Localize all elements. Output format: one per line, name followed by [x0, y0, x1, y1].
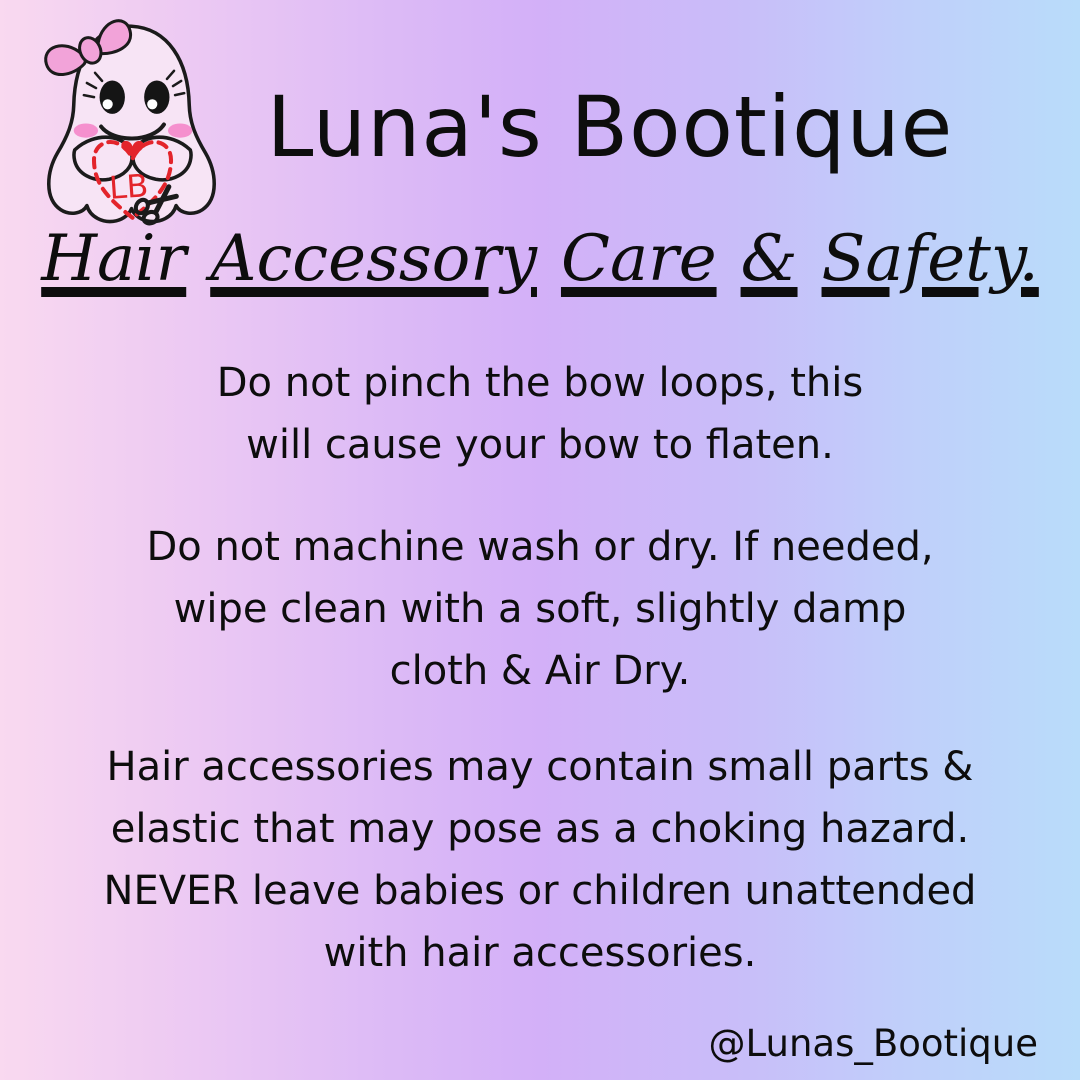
monogram-text: LB [108, 168, 150, 207]
care-heading [20, 222, 1060, 296]
ghost-right-blush [168, 124, 192, 138]
care-line: with hair accessories. [323, 930, 757, 976]
ghost-left-blush [74, 124, 98, 138]
care-line: Hair accessories may contain small parts & [106, 744, 974, 790]
care-line: NEVER leave babies or children unattended [103, 868, 977, 914]
care-line: cloth & Air Dry. [389, 648, 691, 694]
care-line: Do not machine wash or dry. If needed, [146, 524, 934, 570]
heading-word: Accessory [210, 222, 537, 296]
heading-word: Safety. [821, 222, 1039, 296]
care-paragraph-bow-loops [20, 352, 1060, 476]
care-line: Do not pinch the bow loops, this [216, 360, 864, 406]
care-paragraph-choking-hazard [20, 736, 1060, 984]
care-line: will cause your bow to flaten. [246, 422, 834, 468]
care-line: wipe clean with a soft, slightly damp [173, 586, 907, 632]
heading-word: Hair [41, 222, 187, 296]
care-line: elastic that may pose as a choking hazard. [110, 806, 970, 852]
brand-title: Luna's Bootique [266, 78, 954, 176]
heading-word: & [740, 222, 798, 296]
social-handle: @Lunas_Bootique [708, 1022, 1038, 1065]
care-paragraph-washing [20, 516, 1060, 702]
ghost-logo-icon [28, 8, 236, 236]
heading-word: Care [560, 222, 717, 296]
